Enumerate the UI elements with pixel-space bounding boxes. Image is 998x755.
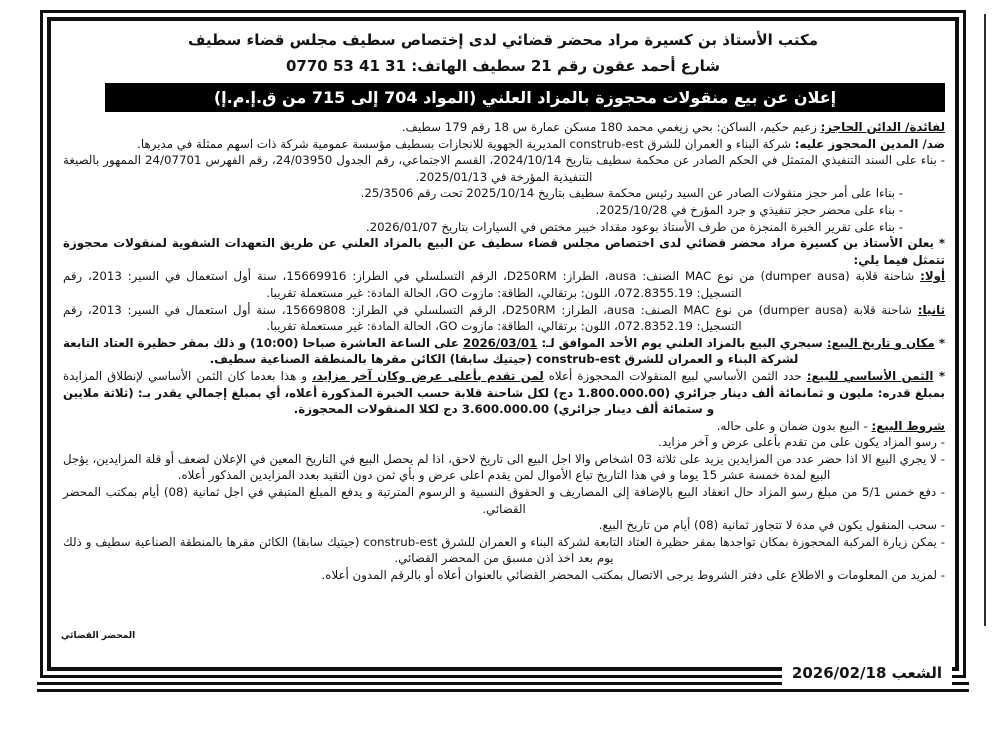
paragraph-text: - رسو المزاد يكون على من تقدم بأعلى عرض و آخر مزايد. (658, 435, 945, 450)
paragraph-text: - بناء على محضر حجز تنفيذي و جرد المؤرخ في 2025/10/28. (595, 202, 903, 217)
notice-body (59, 118, 947, 584)
paragraph-label: ثانيا: (917, 302, 946, 317)
star-mark: * (934, 335, 945, 350)
para-item-1 (63, 268, 945, 301)
paragraph-label: ضد/ المدين المحجوز عليه: (794, 136, 945, 151)
para-sale-terms (63, 418, 945, 435)
para-sale-date (63, 335, 945, 368)
paragraph-text: - بناء على السند التنفيذي المتمثل في الحكم الصادر عن محكمة سطيف بتاريخ 2024/10/14، القسم الاجتماعي، رقم الجدول 24/03950، رقم الفهرس 24/07701 الممهور بالصيغة التنفيذية المؤرخة في 2025/01/13. (63, 153, 946, 184)
paragraph-text: - بناء على تقرير الخبرة المنجزة من طرف الأستاذ بوعود مقداد خبير مختص في السيارات بتاريخ 2026/01/07. (365, 219, 903, 234)
para-debtor (63, 136, 945, 153)
newspaper-name: الشعب (891, 664, 942, 682)
paragraph-text: - سحب المنقول يكون في مدة لا تتجاوز ثمانية (08) أيام من تاريخ البيع. (598, 518, 945, 533)
address-label: شارع أحمد عقون رقم 21 سطيف الهاتف: (411, 57, 721, 75)
paragraph-text: - بناءا على أمر حجز منقولات الصادر عن السيد رئيس محكمة سطيف بتاريخ 2025/10/14 تحت رقم 25/3506. (360, 186, 903, 201)
para-visit-rule (63, 534, 945, 567)
paragraph-label: الثمن الأساسي للبيع: (806, 368, 934, 383)
paragraph-text: على الساعة العاشرة صباحا (10:00) و ذلك بمقر حظيرة العتاد التابعة لشركة البناء و العمران للشرق construb-est (جيتيك سابقا) الكائن مقرها بالمنطقة الصناعية سطيف. (63, 335, 799, 367)
paragraph-text: - لا يجري البيع الا اذا حضر عدد من المزايدين يزيد على ثلاثة 03 اشخاص والا اجل البيع الى تاريخ لاحق، اذا لم يحصل البيع في التاريخ المعين في الإعلان لضعف أو قلة المزايدين، يؤجل البيع لمدة خمسة عشر 15 يوما و في هذا التاريخ تباع الأموال لمن يقدم اعلى عرض و بأي ثمن دون التقيد بعدد المزايدين المذكور أعلاه. (63, 451, 945, 483)
office-address-line (59, 53, 947, 79)
amount-text: بمبلغ قدره: مليون و ثمانمائة ألف دينار جزائري (1.800.000.00 دج) لكل شاحنة قلابة حسب الخبرة المذكورة أعلاه، أي بمبلغ إجمالي يقدر بـ: (ثلاثة ملايين و ستمائة ألف دينار جزائري) 3.600.000.00 دج لكلا المنقولات المحجوزة. (63, 385, 945, 417)
auction-notice-frame (40, 10, 966, 678)
paragraph-text: زعيم حكيم، الساكن: بحي زيغمي محمد 180 مسكن عمارة س 18 رقم 179 سطيف. (401, 120, 821, 134)
paragraph-text: سيجري البيع بالمزاد العلني يوم الأحد الموافق لـ: (537, 335, 827, 350)
para-announcement (63, 235, 945, 268)
paragraph-text: شاحنة قلابة (dumper ausa) من نوع MAC الصنف: ausa، الطراز: D250RM، الرقم التسلسلي في الطراز: 15669808، سنة أول استعمال في السير: 2013، رقم التسجيل: 072.8352.19، اللون: برتقالي، الطاقة: مازوت GO، الحالة المادة: غير مستعملة تقريبا. (63, 302, 918, 334)
para-contact-info (63, 567, 945, 584)
paragraph-text: حدد الثمن الأساسي لبيع المنقولات المحجوزة أعلاه (543, 368, 807, 383)
para-withdrawal-rule (63, 517, 945, 534)
column-divider-line (984, 14, 986, 626)
para-award-rule (63, 434, 945, 451)
paragraph-text: شركة البناء و العمران للشرق construb-est المديرية الجهوية للانجازات بسطيف مؤسسة عمومية شركة ذات اسهم ممثلة في مديرها. (137, 136, 795, 151)
para-expert-report (63, 219, 945, 236)
paragraph-text: - يمكن زيارة المركبة المحجوزة بمكان تواجدها بمقر حظيرة العتاد التابعة لشركة البناء و العمران للشرق construb-est (جيتيك سابقا) الكائن مقرها بالمنطقة الصناعية سطيف و ذلك يوم بعد اخذ اذن مسبق من المحضر القضائي. (63, 534, 945, 566)
office-header (59, 27, 947, 79)
paragraph-text: شاحنة قلابة (dumper ausa) من نوع MAC الصنف: ausa، الطراز: D250RM، الرقم التسلسلي في الطراز: 15669916، سنة أول استعمال في السير: 2013، رقم التسجيل: 072.8355.19، اللون: برتقالي، الطاقة: مازوت GO، الحالة المادة: غير مستعملة تقريبا. (63, 269, 921, 300)
para-seizure-report (63, 202, 945, 219)
highlight-text: لمن تقدم بأعلى عرض وكان آخر مزايد، (312, 368, 544, 383)
phone-number: 0770 53 41 31 (285, 57, 407, 75)
paragraph-text: - البيع بدون ضمان و على حاله. (716, 418, 872, 433)
paragraph-text: و هذا بعدما كان الثمن الأساسي لإنطلاق المزايدة (63, 368, 313, 383)
paragraph-label: شروط البيع: (871, 418, 945, 433)
paragraph-text: - دفع خمس 5/1 من مبلغ رسو المزاد حال انعقاد البيع بالإضافة إلى المصاريف و الحقوق النسبية و الرسوم المترتبة و يدفع المبلغ المتبقي في اجل ثمانية (08) أيام بمكتب المحضر القضائي. (63, 485, 945, 516)
para-writ-title (63, 152, 945, 185)
para-creditor (63, 119, 945, 136)
publication-date: 2026/02/18 (791, 664, 887, 682)
para-item-2 (63, 302, 945, 335)
para-payment-rule (63, 484, 945, 517)
star-mark: * (933, 368, 945, 383)
paragraph-label: مكان و تاريخ البيع: (826, 335, 935, 350)
paragraph-text: * يعلن الأستاذ بن كسيرة مراد محضر قضائي لدى اختصاص مجلس قضاء سطيف عن البيع بالمزاد العلني عن طريق التعهدات الشفوية لمنقولات محجوزة تتمثل فيما يلي: (63, 236, 945, 267)
para-seizure-order (63, 185, 945, 202)
paragraph-text: - لمزيد من المعلومات و الاطلاع على دفتر الشروط يرجى الاتصال بمكتب المحضر القضائي بالعنوان أعلاه أو بالرقم المدون أعلاه. (321, 568, 945, 583)
office-name-line: مكتب الأستاذ بن كسيرة مراد محضر قضائي لدى إختصاص سطيف مجلس قضاء سطيف (187, 31, 819, 49)
para-bidders-rule (63, 451, 945, 484)
bailiff-signature: المحضر القضائي (61, 631, 136, 641)
notice-title: إعلان عن بيع منقولات محجوزة بالمزاد العلني (المواد 704 إلى 715 من ق.إ.م.إ) (213, 88, 837, 107)
notice-title-banner (105, 83, 945, 112)
sale-date-value: 2026/03/01 (463, 335, 538, 350)
paragraph-label: أولا: (920, 269, 946, 284)
newspaper-footer (782, 661, 952, 686)
paragraph-label: لفائدة/ الدائن الحاجز: (820, 120, 945, 134)
auction-notice-inner-frame (47, 17, 959, 671)
para-base-price (63, 368, 945, 418)
